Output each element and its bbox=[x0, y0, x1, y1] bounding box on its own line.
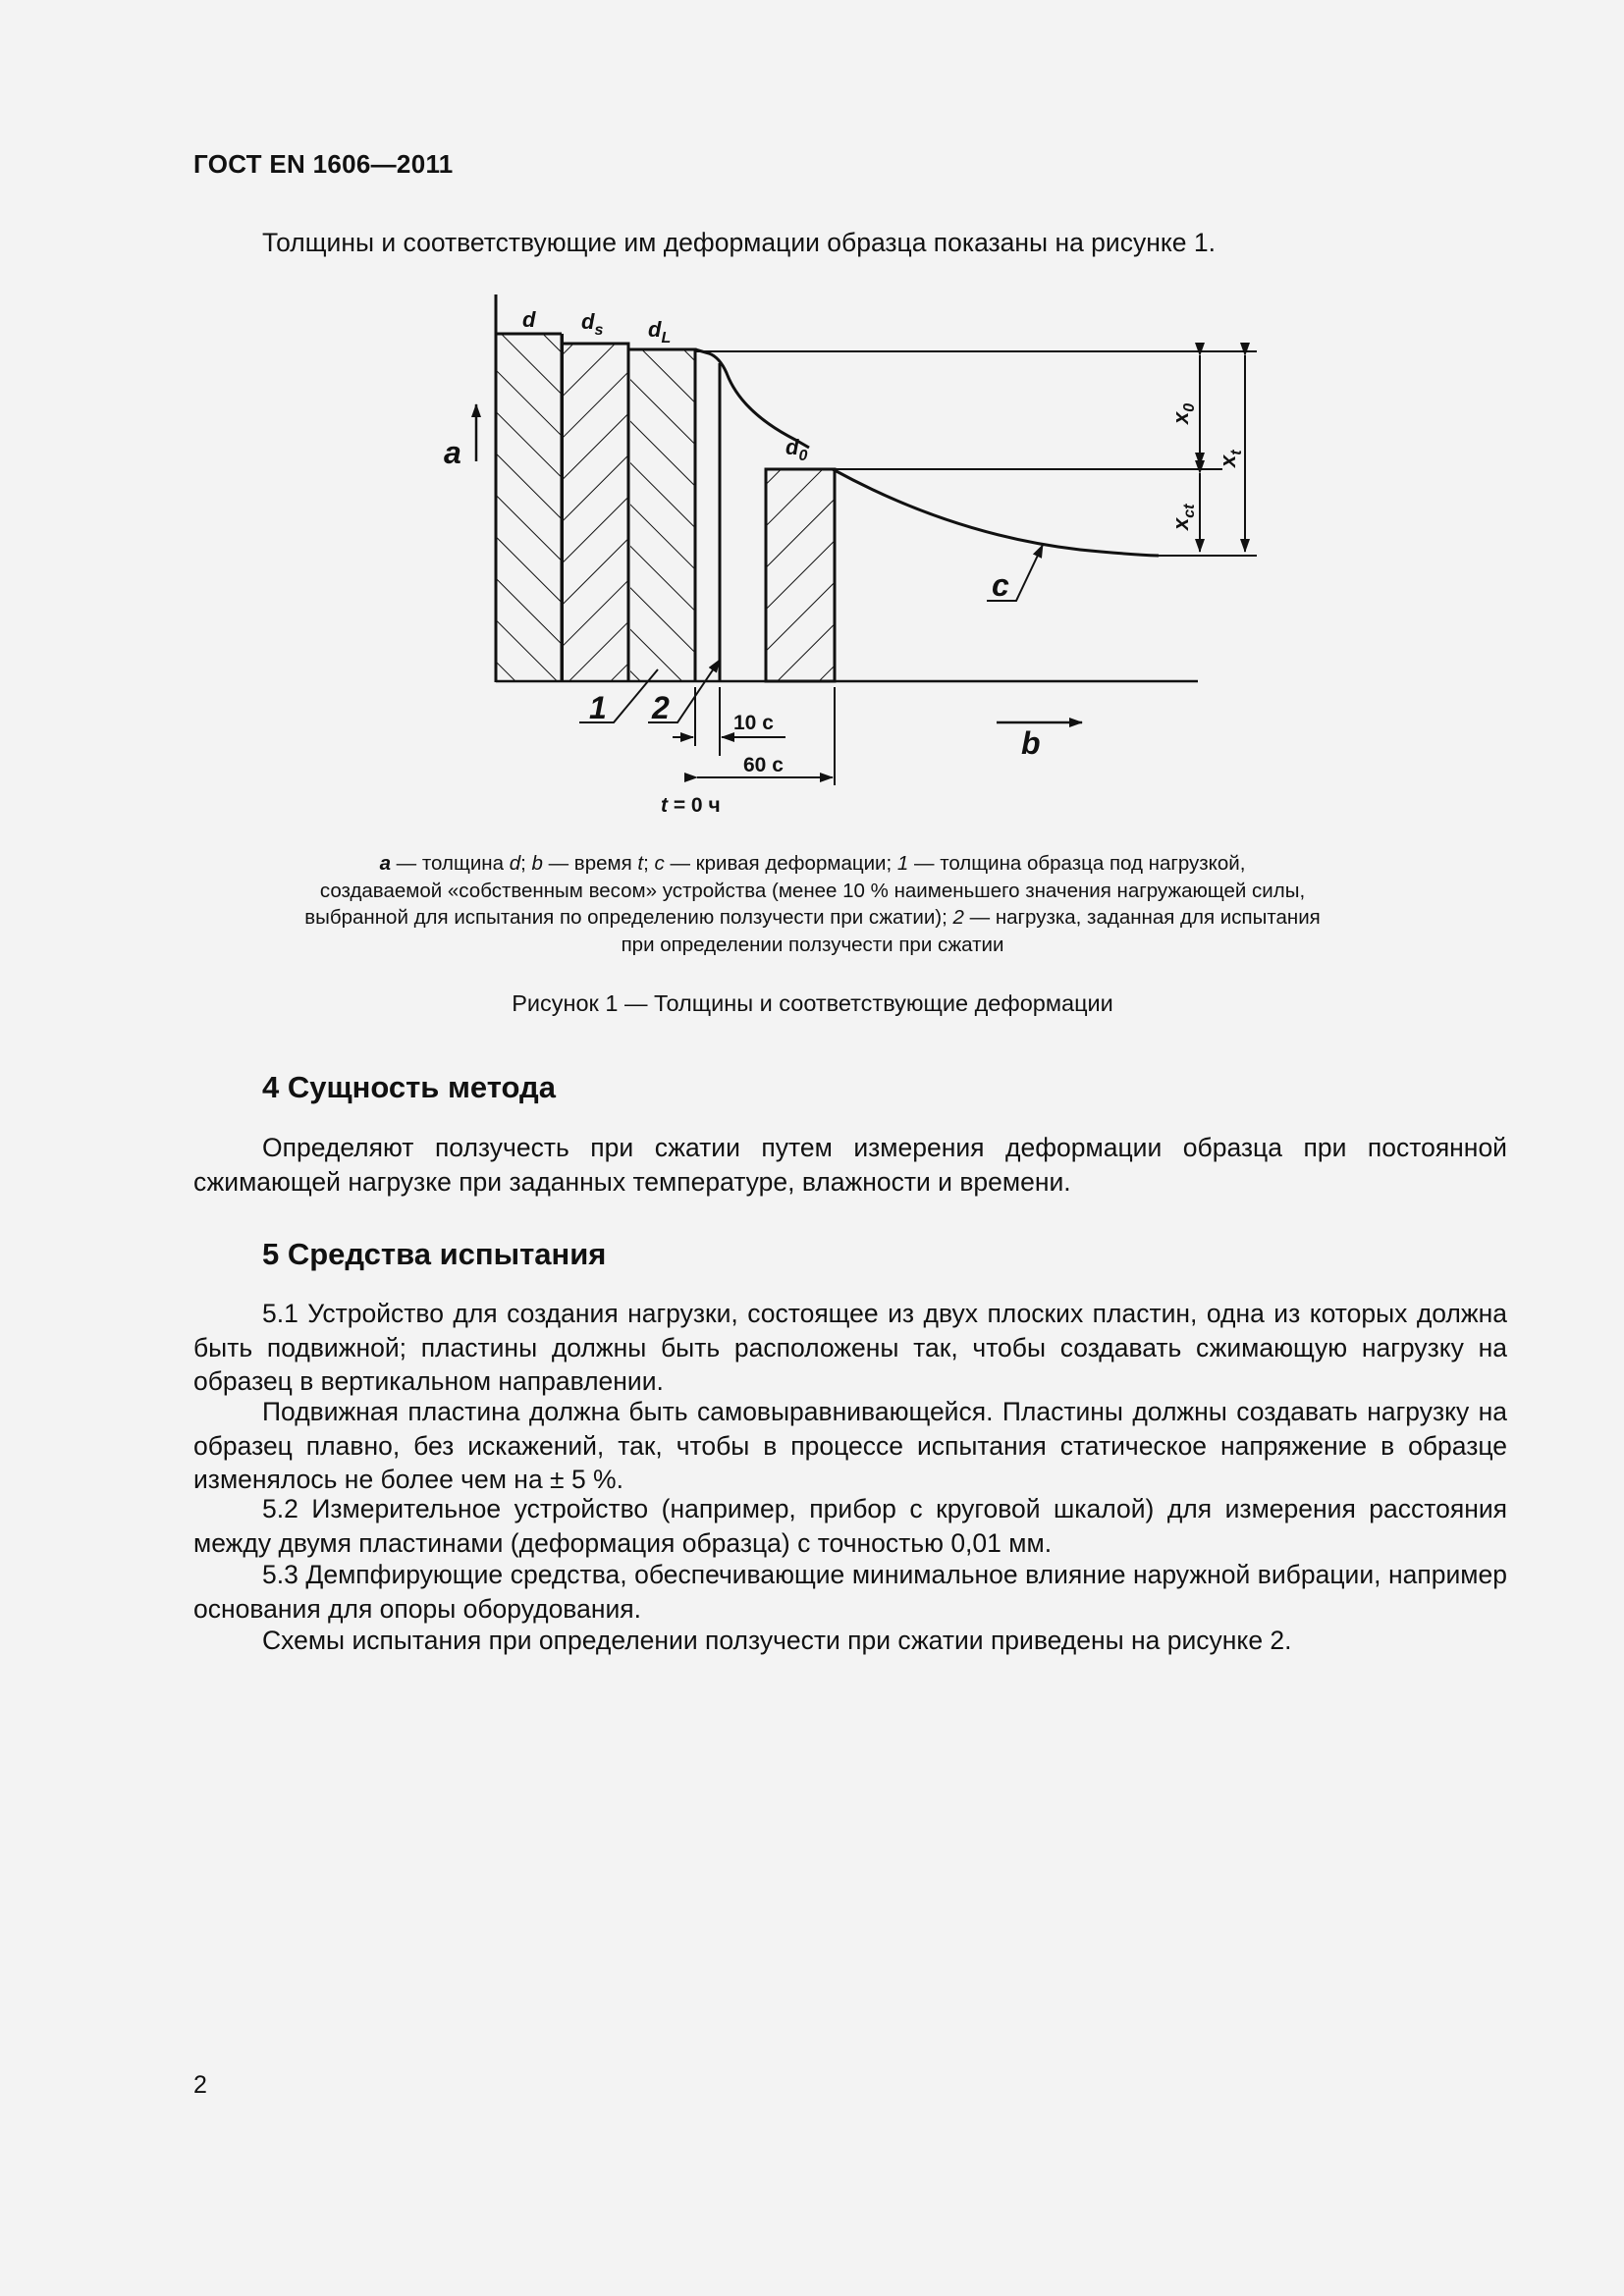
label-dl: $d_L$ bbox=[648, 317, 672, 347]
label-xt: $x_t$ bbox=[1216, 450, 1245, 467]
leader-2 bbox=[648, 660, 720, 722]
section-5-3-paragraph: 5.3 Демпфирующие средства, обеспечивающие минимальное влияние наружной вибрации, например основания для опоры оборудования. bbox=[193, 1560, 1507, 1624]
label-60s: 60 с bbox=[743, 754, 784, 776]
label-a: a bbox=[444, 435, 461, 470]
specimen-block-ds bbox=[562, 344, 628, 681]
section-5-2-paragraph: 5.2 Измерительное устройство (например, прибор с круговой шкалой) для измерения расстояния между двумя пластинами (деформация образца) с точностью 0,01 мм. bbox=[193, 1494, 1507, 1558]
section-5-1-paragraph: 5.1 Устройство для создания нагрузки, состоящее из двух плоских пластин, одна из которых должна быть подвижной; пластины должны быть расположены так, чтобы создавать сжимающую нагрузку на образец в вертикальном направлении. bbox=[193, 1299, 1507, 1396]
label-ds: $d_s$ bbox=[581, 309, 604, 339]
specimen-block-d0 bbox=[766, 469, 835, 681]
label-t0: t = 0 ч bbox=[661, 794, 721, 817]
leader-1 bbox=[579, 669, 658, 722]
caption-line-3: выбранной для испытания по определению ползучести при сжатии); 2 — нагрузка, заданная для испытания bbox=[304, 906, 1321, 929]
caption-line-4: при определении ползучести при сжатии bbox=[621, 933, 1004, 956]
caption-line-2: создаваемой «собственным весом» устройства (менее 10 % наименьшего значения нагружающей силы, bbox=[319, 879, 1306, 902]
section-5-schemes-paragraph: Схемы испытания при определении ползучести при сжатии приведены на рисунке 2. bbox=[262, 1626, 1292, 1655]
caption-line-1: a — толщина d; b — время t; c — кривая деформации; 1 — толщина образца под нагрузкой, bbox=[379, 852, 1246, 875]
label-d: d bbox=[522, 307, 536, 332]
label-2: 2 bbox=[652, 690, 670, 725]
section-5-1-continuation: Подвижная пластина должна быть самовыравнивающейся. Пластины должны создавать нагрузку на образец плавно, без искажений, так, чтобы в процессе испытания статическое напряжение в образце изменялось не более чем на ± 5 %. bbox=[193, 1397, 1507, 1494]
document-header: ГОСТ EN 1606—2011 bbox=[193, 149, 454, 179]
page-number: 2 bbox=[193, 2071, 207, 2099]
section-5-heading: 5 Средства испытания bbox=[262, 1237, 607, 1271]
label-c: c bbox=[992, 567, 1009, 603]
label-x0: $x_0$ bbox=[1168, 402, 1198, 424]
deformation-curve-initial bbox=[695, 349, 809, 448]
deformation-curve-c bbox=[833, 469, 1159, 556]
section-4-text: Определяют ползучесть при сжатии путем измерения деформации образца при постоянной сжимающей нагрузке при заданных температуре, влажности и времени. bbox=[193, 1133, 1507, 1197]
label-10s: 10 с bbox=[733, 712, 774, 734]
figure-title: Рисунок 1 — Толщины и соответствующие деформации bbox=[512, 990, 1113, 1016]
label-b: b bbox=[1021, 725, 1041, 761]
label-xct: $x_{ct}$ bbox=[1168, 504, 1198, 530]
label-1: 1 bbox=[589, 690, 607, 725]
intro-paragraph: Толщины и соответствующие им деформации образца показаны на рисунке 1. bbox=[262, 228, 1216, 257]
specimen-block-d bbox=[496, 334, 564, 681]
specimen-block-dl bbox=[628, 349, 695, 681]
label-d0: $d_0$ bbox=[785, 435, 808, 464]
section-4-heading: 4 Сущность метода bbox=[262, 1070, 556, 1104]
figure-caption bbox=[245, 850, 1380, 958]
leader-c bbox=[987, 545, 1043, 601]
